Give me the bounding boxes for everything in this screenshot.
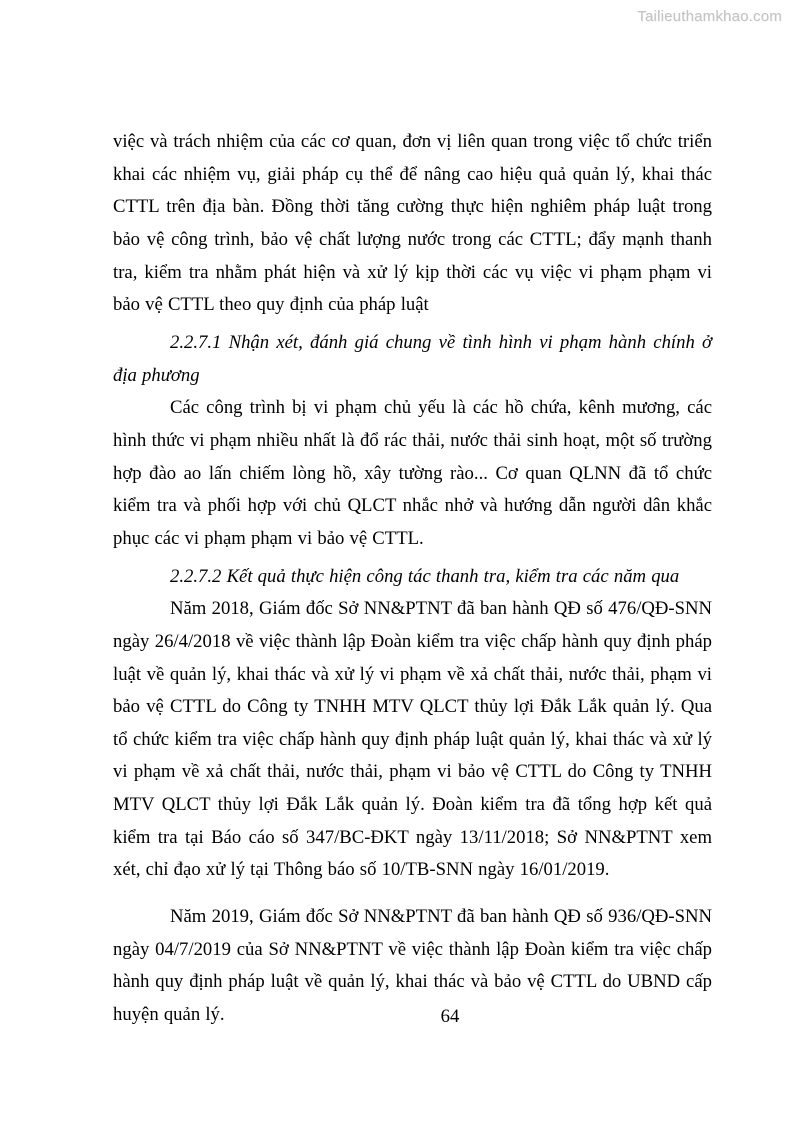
watermark: Tailieuthamkhao.com <box>637 8 782 25</box>
page-number: 64 <box>440 1006 460 1027</box>
body-paragraph: Năm 2019, Giám đốc Sở NN&PTNT đã ban hành QĐ số 936/QĐ-SNN ngày 04/7/2019 của Sở NN&PTNT về việc thành lập Đoàn kiểm tra việc chấp hành quy định pháp luật về quản lý, khai thác và bảo vệ CTTL do UBND cấp huyện quản lý. <box>113 906 712 1026</box>
document-body <box>113 126 712 1032</box>
body-paragraph: việc và trách nhiệm của các cơ quan, đơn vị liên quan trong việc tổ chức triển khai các nhiệm vụ, giải pháp cụ thể để nâng cao hiệu quả quản lý, khai thác CTTL trên địa bàn. Đồng thời tăng cường thực hiện nghiêm pháp luật trong bảo vệ công trình, bảo vệ chất lượng nước trong các CTTL; đẩy mạnh thanh tra, kiểm tra nhằm phát hiện và xử lý kịp thời các vụ việc vi phạm phạm vi bảo vệ CTTL theo quy định của pháp luật <box>113 131 712 316</box>
body-paragraph: Các công trình bị vi phạm chủ yếu là các hồ chứa, kênh mương, các hình thức vi phạm nhiều nhất là đổ rác thải, nước thải sinh hoạt, một số trường hợp đào ao lấn chiếm lòng hồ, xây tường rào... Cơ quan QLNN đã tổ chức kiểm tra và phối hợp với chủ QLCT nhắc nhở và hướng dẫn người dân khắc phục các vi phạm phạm vi bảo vệ CTTL. <box>113 397 712 549</box>
body-paragraph: Năm 2018, Giám đốc Sở NN&PTNT đã ban hành QĐ số 476/QĐ-SNN ngày 26/4/2018 về việc thành lập Đoàn kiểm tra việc chấp hành quy định pháp luật về quản lý, khai thác và xử lý vi phạm về xả chất thải, nước thải, phạm vi bảo vệ CTTL do Công ty TNHH MTV QLCT thủy lợi Đắk Lắk quản lý. Qua tổ chức kiểm tra việc chấp hành quy định pháp luật quản lý, khai thác và xử lý vi phạm về xả chất thải, nước thải, phạm vi bảo vệ CTTL do Công ty TNHH MTV QLCT thủy lợi Đắk Lắk quản lý. Đoàn kiểm tra đã tổng hợp kết quả kiểm tra tại Báo cáo số 347/BC-ĐKT ngày 13/11/2018; Sở NN&PTNT xem xét, chỉ đạo xử lý tại Thông báo số 10/TB-SNN ngày 16/01/2019. <box>113 598 712 881</box>
section-heading: 2.2.7.1 Nhận xét, đánh giá chung về tình hình vi phạm hành chính ở địa phương <box>113 331 712 386</box>
section-heading: 2.2.7.2 Kết quả thực hiện công tác thanh tra, kiểm tra các năm qua <box>170 565 680 587</box>
